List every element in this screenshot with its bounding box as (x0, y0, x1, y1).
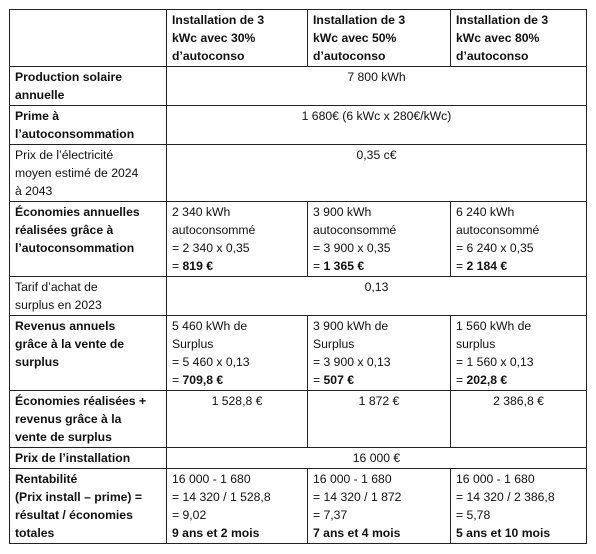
cell-line: = 3 900 x 0,35 (313, 241, 391, 255)
cell-line: = 3 900 x 0,13 (313, 355, 391, 369)
tarif-value: 0,13 (167, 277, 587, 316)
row-label (10, 145, 167, 202)
result-value: 5 ans et 10 mois (456, 526, 551, 540)
row-label-line: Production solaire (15, 70, 122, 84)
row-label-line: Prime à (15, 109, 60, 123)
row-prix (10, 145, 587, 202)
result-prefix: = (313, 373, 324, 387)
total-cell-80: 2 386,8 € (451, 391, 587, 448)
row-label-line: réalisées grâce à (15, 223, 114, 237)
row-label (10, 316, 167, 391)
row-label-line: surplus en 2023 (15, 298, 102, 312)
row-label (10, 106, 167, 145)
row-label-line: vente de surplus (15, 430, 112, 444)
row-label-line: Économies annuelles (15, 205, 140, 219)
header-text: d’autoconso (456, 49, 529, 63)
prix-value: 0,35 c€ (167, 145, 587, 202)
row-label (10, 391, 167, 448)
revenus-cell-30 (167, 316, 308, 391)
cell-result-line (172, 371, 302, 389)
cell-line: 16 000 - 1 680 (172, 472, 251, 486)
rentabilite-cell-80 (451, 469, 587, 544)
cell-line: = 1 560 x 0,13 (456, 355, 534, 369)
cell-line: surplus (456, 337, 496, 351)
header-text: Installation de 3 (313, 13, 406, 27)
row-revenus (10, 316, 587, 391)
row-label (10, 469, 167, 544)
cell-line: 16 000 - 1 680 (456, 472, 535, 486)
rentabilite-cell-30 (167, 469, 308, 544)
economies-cell-30 (167, 202, 308, 277)
row-label (10, 67, 167, 106)
cell-line: = 14 320 / 1 528,8 (172, 490, 271, 504)
result-value: 709,8 € (182, 373, 224, 387)
cell-line: = 9,02 (172, 508, 207, 522)
header-col-80 (451, 10, 587, 67)
result-prefix: = (456, 259, 467, 273)
header-text: kWc avec 80% (456, 31, 540, 45)
result-value: 7 ans et 4 mois (313, 526, 401, 540)
header-row (10, 10, 587, 67)
comparison-table (9, 9, 587, 544)
row-tarif (10, 277, 587, 316)
cell-result-line (313, 371, 445, 389)
header-text: d’autoconso (172, 49, 245, 63)
row-label-line: revenus grâce à la (15, 412, 122, 426)
total-cell-50: 1 872 € (308, 391, 451, 448)
cell-line: autoconsommé (313, 223, 397, 237)
cell-line: 1 560 kWh de (456, 319, 532, 333)
cell-line: = 14 320 / 2 386,8 (456, 490, 555, 504)
header-col-30 (167, 10, 308, 67)
row-label (10, 202, 167, 277)
header-col-50 (308, 10, 451, 67)
row-label-line: moyen estimé de 2024 (15, 166, 139, 180)
economies-cell-80 (451, 202, 587, 277)
row-label-line: annuelle (15, 88, 65, 102)
row-label-line: Prix de l’électricité (15, 148, 114, 162)
result-prefix: = (172, 259, 183, 273)
production-value: 7 800 kWh (167, 67, 587, 106)
economies-cell-50 (308, 202, 451, 277)
cell-line: = 2 340 x 0,35 (172, 241, 250, 255)
row-label-line: grâce à la vente de (15, 337, 125, 351)
cell-line: = 6 240 x 0,35 (456, 241, 534, 255)
result-value: 2 184 € (466, 259, 508, 273)
cell-line: 16 000 - 1 680 (313, 472, 392, 486)
row-label-line: surplus (15, 355, 60, 369)
row-label-line: l’autoconsommation (15, 241, 135, 255)
row-economies (10, 202, 587, 277)
prime-value: 1 680€ (6 kWc x 280€/kWc) (167, 106, 587, 145)
row-label-line: Économies réalisées + (15, 394, 147, 408)
header-text: Installation de 3 (456, 13, 549, 27)
row-label-line: Rentabilité (15, 472, 78, 486)
cell-line: 5 460 kWh de (172, 319, 248, 333)
install-price-value: 16 000 € (167, 448, 587, 469)
result-value: 819 € (182, 259, 214, 273)
cell-result-line (456, 257, 581, 275)
cell-line: 2 340 kWh (172, 205, 231, 219)
revenus-cell-80 (451, 316, 587, 391)
cell-line: autoconsommé (456, 223, 540, 237)
cell-line: Surplus (172, 337, 214, 351)
rentabilite-cell-50 (308, 469, 451, 544)
cell-line: = 14 320 / 1 872 (313, 490, 402, 504)
cell-line: 6 240 kWh (456, 205, 515, 219)
row-label-line: Revenus annuels (15, 319, 116, 333)
cell-result-line (456, 371, 581, 389)
cell-result-line (313, 257, 445, 275)
row-label-line: Tarif d’achat de (15, 280, 98, 294)
row-label-line: à 2043 (15, 184, 53, 198)
header-text: Installation de 3 (172, 13, 265, 27)
cell-line: = 5,78 (456, 508, 491, 522)
row-prime (10, 106, 587, 145)
total-cell-30: 1 528,8 € (167, 391, 308, 448)
result-value: 202,8 € (466, 373, 508, 387)
cell-line: = 5 460 x 0,13 (172, 355, 250, 369)
row-rentabilite (10, 469, 587, 544)
row-label: Prix de l’installation (10, 448, 167, 469)
header-text: kWc avec 50% (313, 31, 397, 45)
revenus-cell-50 (308, 316, 451, 391)
row-total (10, 391, 587, 448)
result-prefix: = (313, 259, 324, 273)
cell-line: autoconsommé (172, 223, 256, 237)
row-label-line: (Prix install – prime) = (15, 490, 142, 504)
row-label-line: résultat / économies (15, 508, 133, 522)
header-text: kWc avec 30% (172, 31, 256, 45)
row-label-line: l’autoconsommation (15, 127, 135, 141)
result-value: 1 365 € (323, 259, 365, 273)
result-prefix: = (456, 373, 467, 387)
cell-result-line (172, 257, 302, 275)
row-label-line: totales (15, 526, 55, 540)
result-value: 507 € (323, 373, 355, 387)
cell-line: = 7,37 (313, 508, 348, 522)
row-install-price (10, 448, 587, 469)
cell-line: Surplus (313, 337, 355, 351)
result-prefix: = (172, 373, 183, 387)
cell-line: 3 900 kWh (313, 205, 372, 219)
header-empty-cell (10, 10, 167, 67)
row-production (10, 67, 587, 106)
cell-line: 3 900 kWh de (313, 319, 389, 333)
row-label (10, 277, 167, 316)
header-text: d’autoconso (313, 49, 386, 63)
result-value: 9 ans et 2 mois (172, 526, 260, 540)
